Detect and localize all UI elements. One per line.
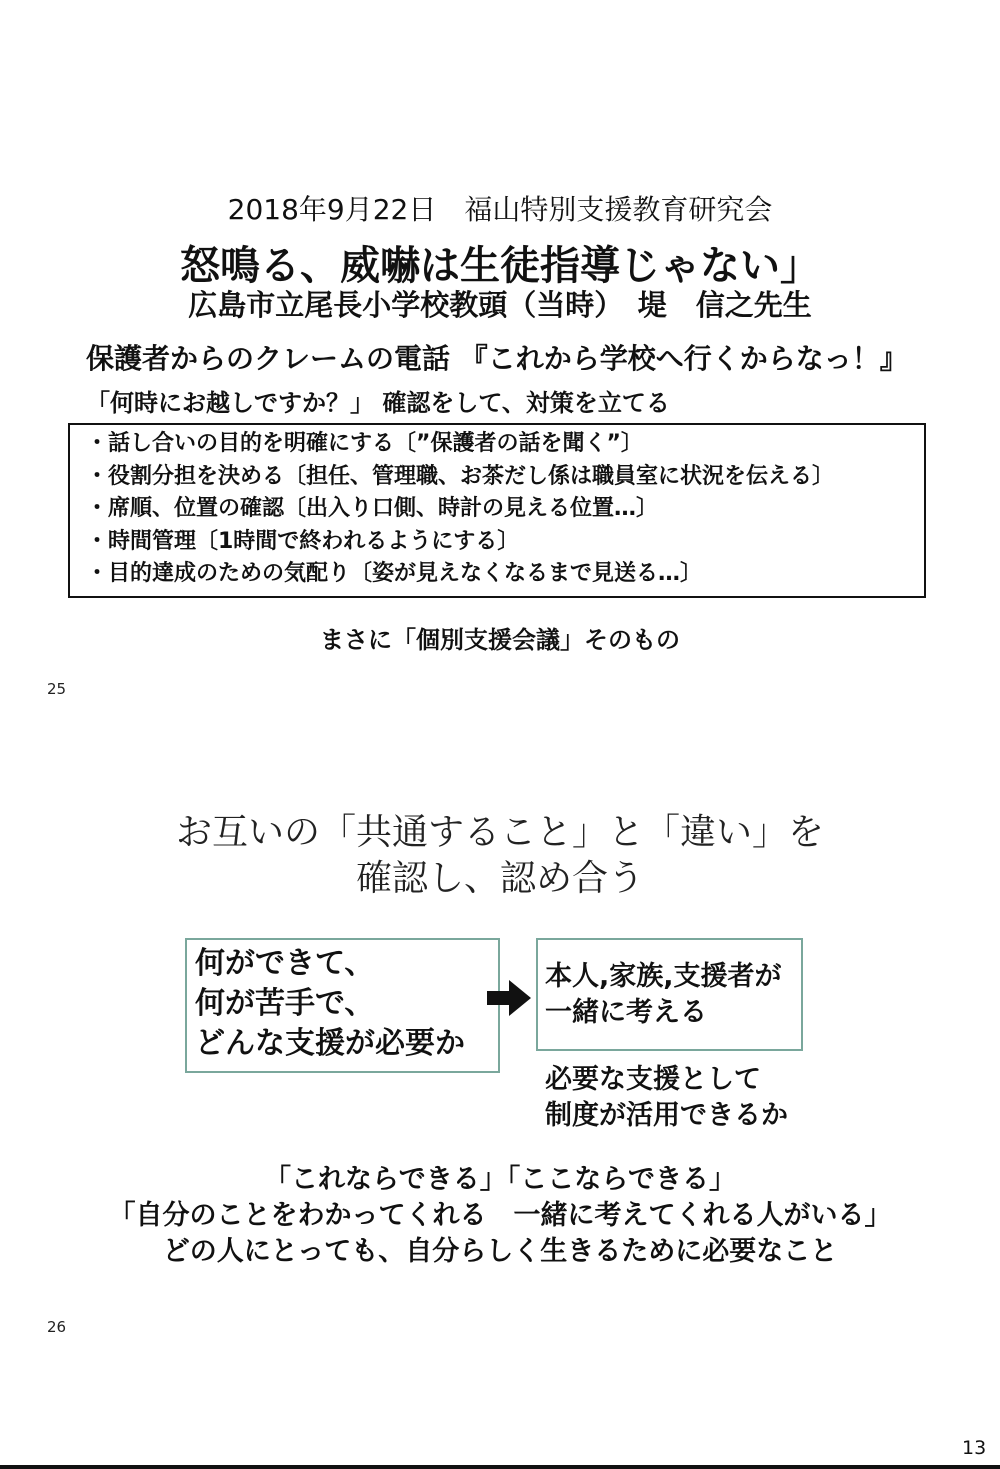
slide25-number: 25 — [47, 680, 67, 698]
slide26-heading-line2: 確認し、認め合う — [355, 858, 644, 899]
left-box-line: 何が苦手で、 — [195, 986, 375, 1021]
slide26-statements — [0, 1162, 1000, 1270]
left-box-line: 何ができて、 — [195, 946, 375, 981]
slide25-claim: 保護者からのクレームの電話 『これから学校へ行くからなっ！』 — [86, 342, 908, 375]
slide26-number: 26 — [47, 1318, 67, 1336]
slide25-confirm: 「何時にお越しですか？」 確認をして、対策を立てる — [86, 389, 670, 417]
below-right-line: 制度が活用できるか — [545, 1100, 788, 1131]
below-right-line: 必要な支援として — [545, 1064, 761, 1095]
bottom-rule — [0, 1465, 1000, 1469]
page-number: 13 — [962, 1437, 987, 1459]
slide26-heading-line1: お互いの「共通すること」と「違い」を — [175, 812, 824, 853]
measure-item: ・役割分担を決める〔担任、管理職、お茶だし係は職員室に状況を伝える〕 — [86, 463, 835, 489]
statement-line: 「自分のことをわかってくれる 一緒に考えてくれる人がいる」 — [108, 1200, 892, 1231]
slide26-left-box — [185, 938, 500, 1073]
right-box-line: 一緒に考える — [545, 997, 707, 1028]
right-arrow-icon — [487, 980, 531, 1016]
slide25-title: 怒鳴る、威嚇は生徒指導じゃない」 — [180, 243, 820, 289]
measure-item: ・席順、位置の確認〔出入り口側、時計の見える位置…〕 — [86, 496, 659, 521]
measure-item: ・話し合いの目的を明確にする〔”保護者の話を聞く”〕 — [86, 431, 643, 456]
slide25-conclusion: まさに「個別支援会議」そのもの — [320, 626, 680, 654]
statement-line: どの人にとっても、自分らしく生きるために必要なこと — [162, 1236, 838, 1267]
left-box-line: どんな支援が必要か — [195, 1026, 465, 1061]
slide26-below-right-text — [545, 1062, 788, 1134]
slide25-speaker: 広島市立尾長小学校教頭（当時） 堤 信之先生 — [188, 288, 812, 322]
measure-item: ・目的達成のための気配り〔姿が見えなくなるまで見送る…〕 — [86, 561, 703, 586]
slide25-measures-box — [68, 423, 926, 598]
slide25-date-line: 2018年9月22日 福山特別支援教育研究会 — [227, 193, 773, 226]
measure-item: ・時間管理〔1時間で終われるようにする〕 — [86, 528, 520, 554]
statement-line: 「これならできる」「ここならできる」 — [264, 1164, 736, 1195]
slide26-heading — [0, 810, 1000, 902]
slide26-right-box — [536, 938, 803, 1051]
right-box-line: 本人,家族,支援者が — [545, 961, 782, 992]
